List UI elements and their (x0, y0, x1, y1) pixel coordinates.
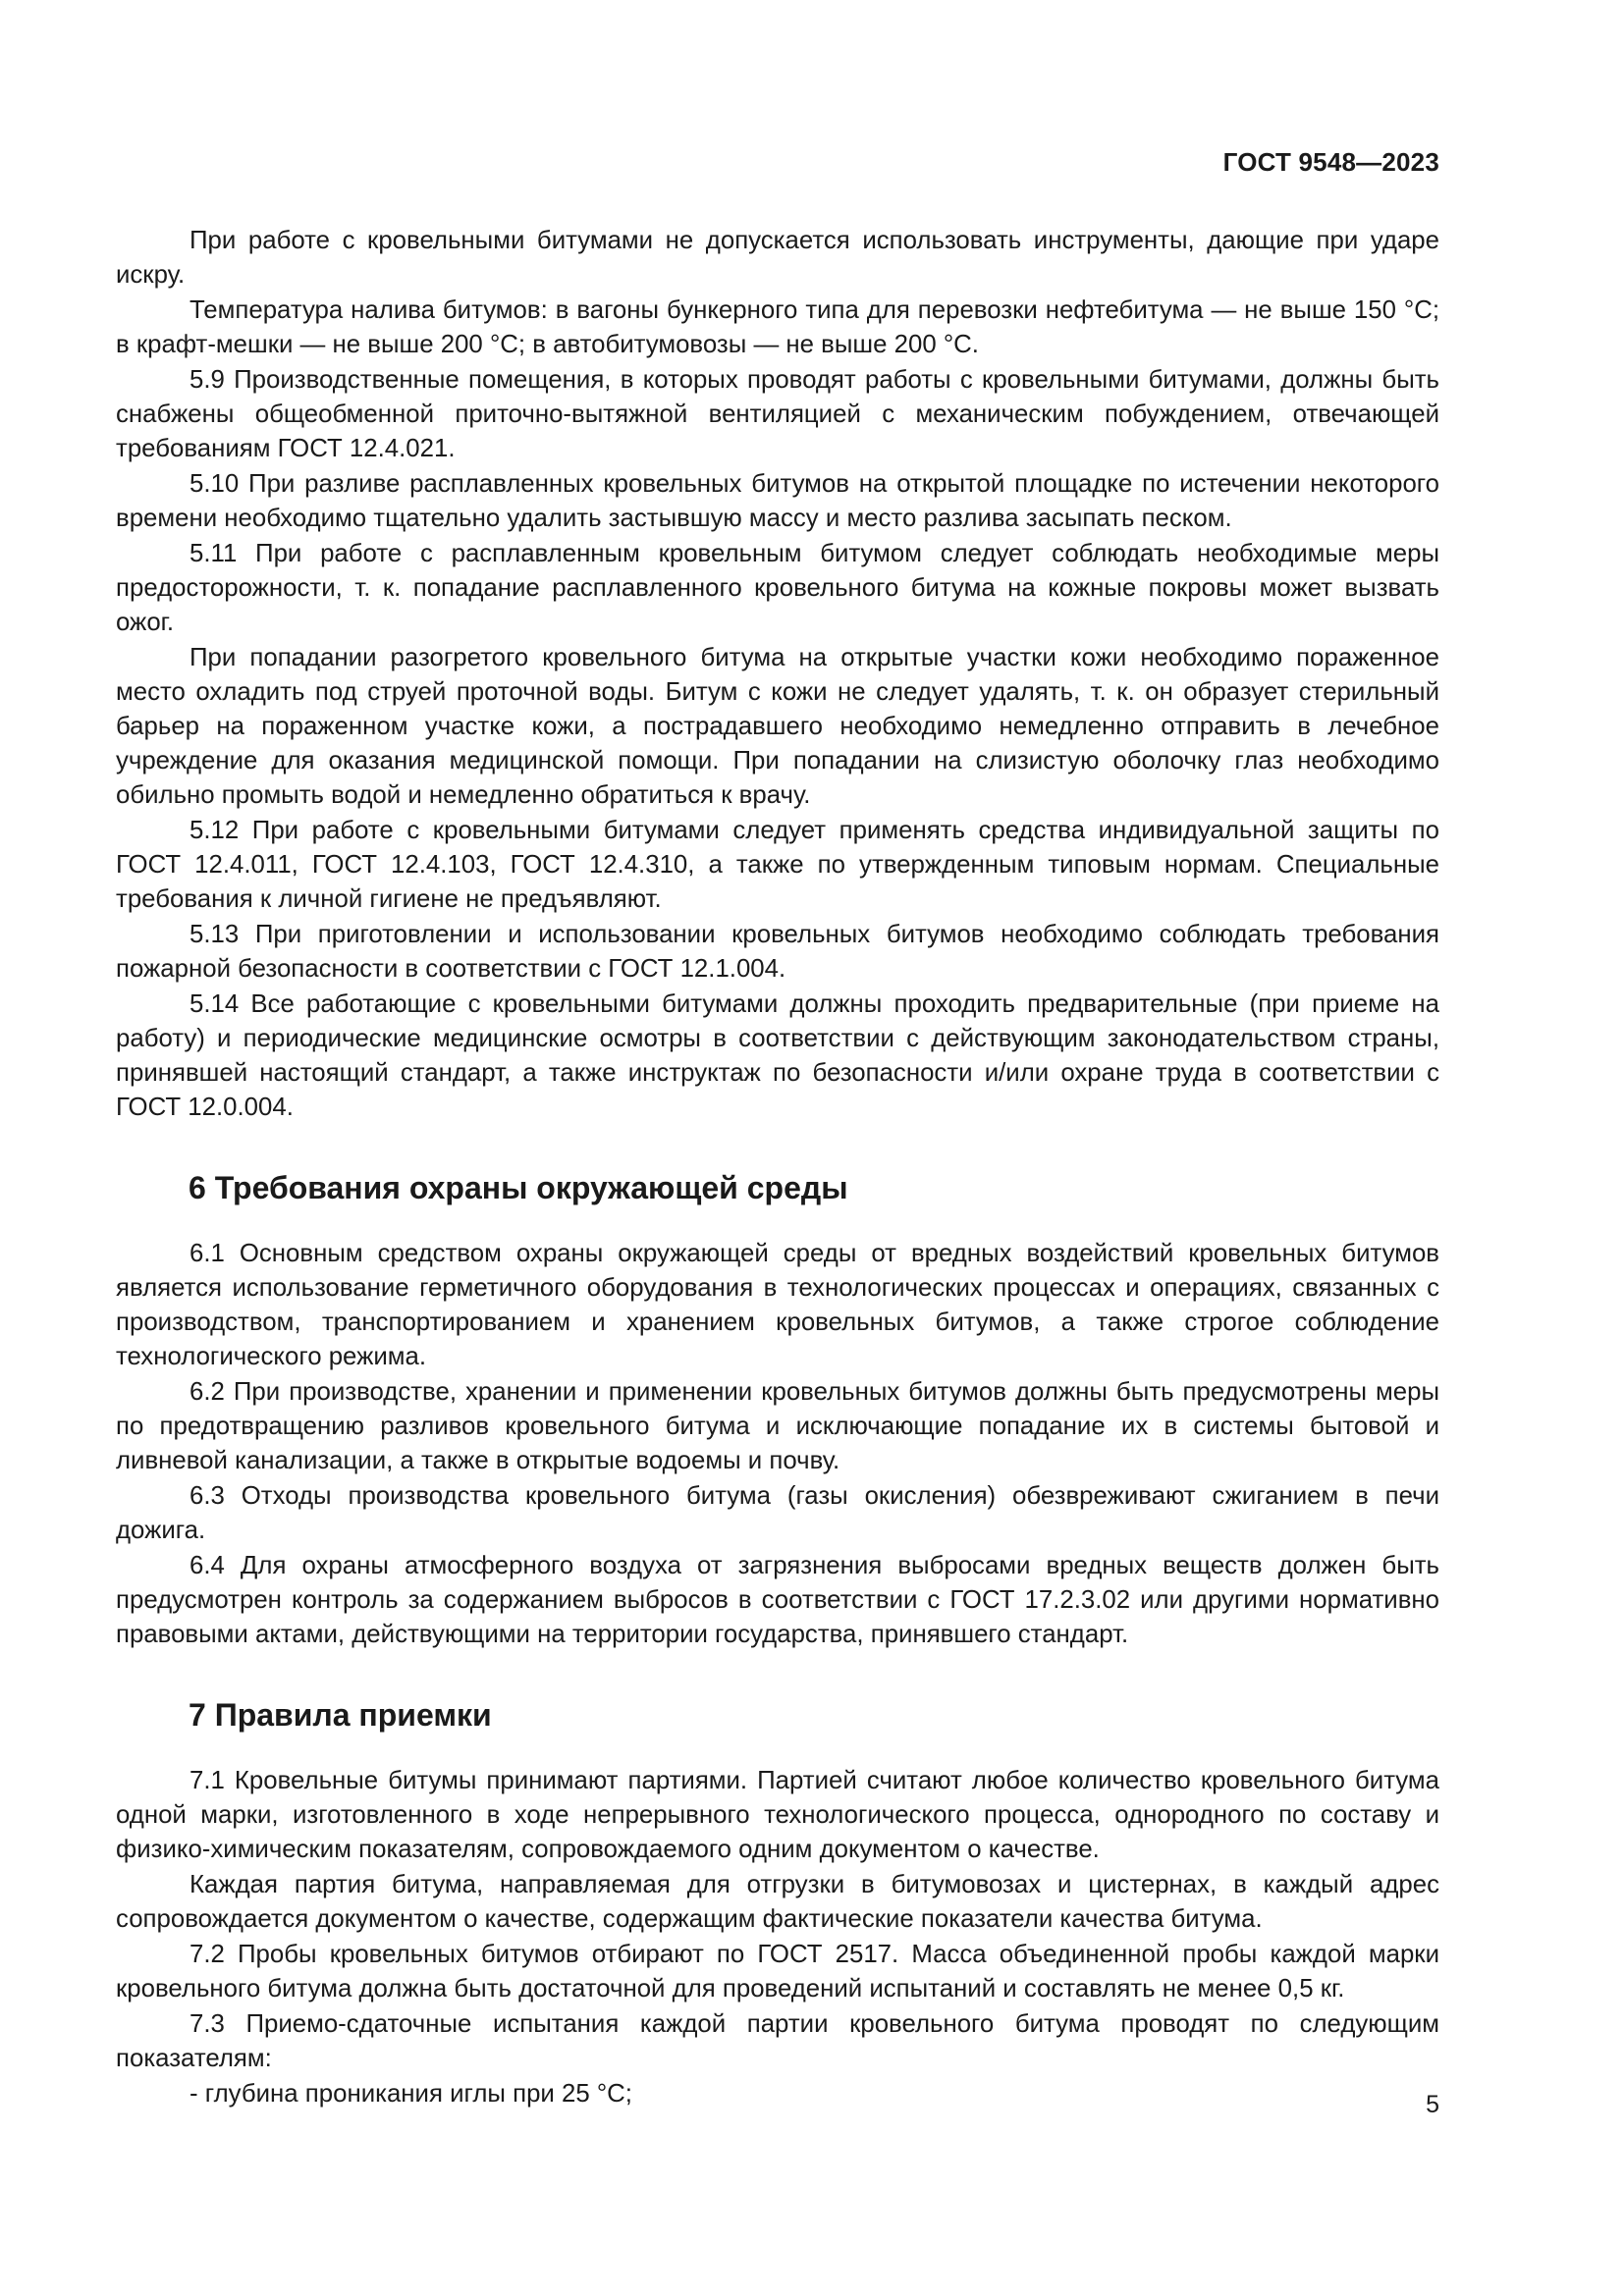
paragraph: 5.9 Производственные помещения, в которых проводят работы с кровельными битумами, должны быть снабжены общеобменной приточно-вытяжной вентиляцией с механическим побуждением, отвечающей требованиям ГОСТ 12.4.021. (116, 366, 1439, 462)
paragraph: 7.2 Пробы кровельных битумов отбирают по ГОСТ 2517. Масса объединенной пробы каждой марки кровельного битума должна быть достаточной для проведений испытаний и составлять не менее 0,5 кг. (116, 1941, 1439, 2002)
paragraph: 7.3 Приемо-сдаточные испытания каждой партии кровельного битума проводят по следующим показателям: (116, 2010, 1439, 2072)
document-header: ГОСТ 9548—2023 (1222, 147, 1439, 177)
page-content (116, 224, 1439, 2111)
paragraph: 6.1 Основным средством охраны окружающей среды от вредных воздействий кровельных битумов является использование герметичного оборудования в технологических процессах и операциях, связанных с производством, транспортированием и хранением кровельных битумов, а также строгое соблюдение технологического режима. (116, 1240, 1439, 1370)
paragraph: 5.14 Все работающие с кровельными битумами должны проходить предварительные (при приеме на работу) и периодические медицинские осмотры в соответствии с действующим законодательством страны, принявшей настоящий стандарт, а также инструктаж по безопасности и/или охране труда в соответствии с ГОСТ 12.0.004. (116, 990, 1439, 1121)
paragraph: Каждая партия битума, направляемая для отгрузки в битумовозах и цистернах, в каждый адрес сопровождается документом о качестве, содержащим фактические показатели качества битума. (116, 1871, 1439, 1933)
paragraph: 5.10 При разливе расплавленных кровельных битумов на открытой площадке по истечении некоторого времени необходимо тщательно удалить застывшую массу и место разлива засыпать песком. (116, 470, 1439, 532)
paragraph: 6.2 При производстве, хранении и применении кровельных битумов должны быть предусмотрены меры по предотвращению разливов кровельного битума и исключающие попадание их в системы бытовой и ливневой канализации, а также в открытые водоемы и почву. (116, 1378, 1439, 1474)
paragraph: 6.4 Для охраны атмосферного воздуха от загрязнения выбросами вредных веществ должен быть предусмотрен контроль за содержанием выбросов в соответствии с ГОСТ 17.2.3.02 или другими нормативно правовыми актами, действующими на территории государства, принявшего стандарт. (116, 1552, 1439, 1648)
paragraph: 6.3 Отходы производства кровельного битума (газы окисления) обезвреживают сжиганием в печи дожига. (116, 1482, 1439, 1544)
paragraph: 5.12 При работе с кровельными битумами следует применять средства индивидуальной защиты по ГОСТ 12.4.011, ГОСТ 12.4.103, ГОСТ 12.4.310, а также по утвержденным типовым нормам. Специальные требования к личной гигиене не предъявляют. (116, 817, 1439, 913)
paragraph: 7.1 Кровельные битумы принимают партиями. Партией считают любое количество кровельного битума одной марки, изготовленного в ходе непрерывного технологического процесса, однородного по составу и физико-химическим показателям, сопровождаемого одним документом о качестве. (116, 1767, 1439, 1863)
paragraph: 5.13 При приготовлении и использовании кровельных битумов необходимо соблюдать требования пожарной безопасности в соответствии с ГОСТ 12.1.004. (116, 921, 1439, 983)
paragraph: При работе с кровельными битумами не допускается использовать инструменты, дающие при ударе искру. (116, 227, 1439, 289)
section-6-heading: 6 Требования охраны окружающей среды (189, 1170, 848, 1205)
paragraph: При попадании разогретого кровельного битума на открытые участки кожи необходимо пораженное место охладить под струей проточной воды. Битум с кожи не следует удалять, т. к. он образует стерильный барьер на пораженном участке кожи, а пострадавшего необходимо немедленно отправить в лечебное учреждение для оказания медицинской помощи. При попадании на слизистую оболочку глаз необходимо обильно промыть водой и немедленно обратиться к врачу. (116, 644, 1439, 809)
page-number: 5 (1426, 2091, 1439, 2118)
paragraph: Температура налива битумов: в вагоны бункерного типа для перевозки нефтебитума — не выше 150 °С; в крафт-мешки — не выше 200 °С; в автобитумовозы — не выше 200 °С. (116, 296, 1439, 358)
paragraph: 5.11 При работе с расплавленным кровельным битумом следует соблюдать необходимые меры предосторожности, т. к. попадание расплавленного кровельного битума на кожные покровы может вызвать ожог. (116, 540, 1439, 636)
section-7-heading: 7 Правила приемки (189, 1697, 492, 1733)
list-item: - глубина проникания иглы при 25 °С; (189, 2080, 632, 2108)
